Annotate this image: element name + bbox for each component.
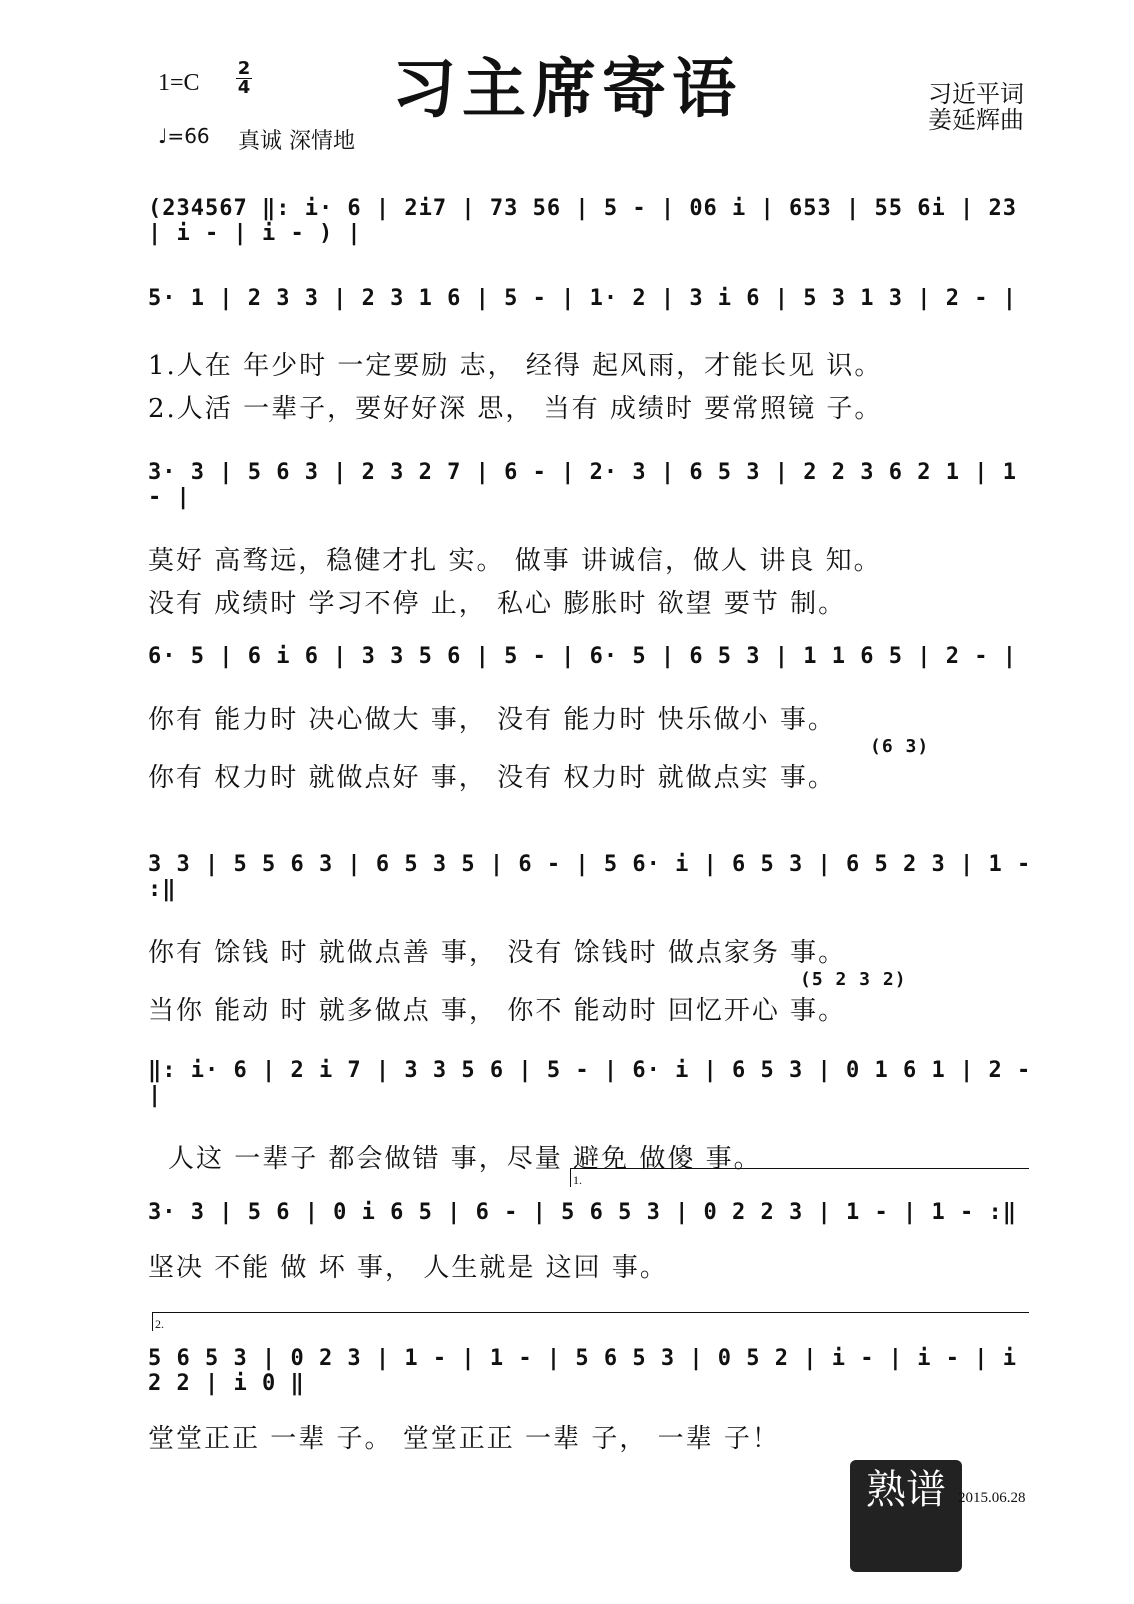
- lyricist-credit: 习近平词: [928, 80, 1024, 108]
- lyric-line: 堂堂正正 一辈 子。 堂堂正正 一辈 子， 一辈 子！: [148, 1424, 780, 1454]
- lyric-line: 1.人在 年少时 一定要励 志， 经得 起风雨，才能长见 识。: [148, 351, 883, 381]
- lyric-line: 莫好 高骛远，稳健才扎 实。 做事 讲诚信，做人 讲良 知。: [148, 546, 882, 576]
- score-line-2: [148, 286, 1036, 425]
- score-line-3: [148, 460, 1036, 620]
- tempo-mark: ♩=66: [158, 124, 210, 148]
- notation-line: (234567 ‖: i· 6 | 2i7 | 73 56 | 5 - | 06 i | 653 | 55 6i | 23 | i - | i - ) |: [148, 196, 1017, 246]
- notation-line: 3· 3 | 5 6 | 0 i 6 5 | 6 - | 5 6 5 3 | 0 2 2 3 | 1 - | 1 - :‖: [148, 1200, 1017, 1225]
- time-signature: [236, 60, 252, 97]
- composer-credit: 姜延辉曲: [928, 106, 1024, 134]
- lyric-line: 人这 一辈子 都会做错 事，尽量 避免 做傻 事。: [168, 1144, 762, 1174]
- alternate-notes: (5 2 3 2): [800, 969, 907, 990]
- score-line-4: [148, 644, 1036, 794]
- key-signature: 1=C: [158, 70, 200, 96]
- notation-line: 3· 3 | 5 6 3 | 2 3 2 7 | 6 - | 2· 3 | 6 5 3 | 2 2 3 6 2 1 | 1 - |: [148, 460, 1017, 510]
- score-line-8: [148, 1346, 1036, 1455]
- meter-top: 2: [237, 58, 251, 79]
- score-line-1: [148, 196, 1036, 246]
- date-label: 2015.06.28: [958, 1490, 1026, 1506]
- song-title: 习主席寄语: [392, 53, 742, 127]
- lyric-line: 当你 能动 时 就多做点 事， 你不 能动时 回忆开心 事。: [148, 996, 847, 1026]
- volta-bracket-1: 1.: [570, 1168, 1029, 1187]
- score-line-5: [148, 852, 1036, 1027]
- lyric-line: 2.人活 一辈子，要好好深 思， 当有 成绩时 要常照镜 子。: [148, 394, 883, 424]
- seal-text: 熟谱: [866, 1467, 946, 1513]
- volta-bracket-2: 2.: [152, 1312, 1029, 1331]
- notation-line: 5 6 5 3 | 0 2 3 | 1 - | 1 - | 5 6 5 3 | 0 5 2 | i - | i - | i 2 2 | i 0 ‖: [148, 1346, 1017, 1396]
- alternate-notes: (6 3): [870, 736, 930, 757]
- seal-stamp: [850, 1460, 962, 1572]
- score-line-7: [148, 1200, 1036, 1284]
- notation-line: 3 3 | 5 5 6 3 | 6 5 3 5 | 6 - | 5 6· i | 6 5 3 | 6 5 2 3 | 1 - :‖: [148, 852, 1032, 902]
- meter-bottom: 4: [237, 77, 251, 98]
- lyric-line: 你有 能力时 决心做大 事， 没有 能力时 快乐做小 事。: [148, 705, 836, 735]
- lyric-line: 你有 馀钱 时 就做点善 事， 没有 馀钱时 做点家务 事。: [148, 938, 847, 968]
- score-line-6: [148, 1058, 1036, 1175]
- notation-line: 6· 5 | 6 i 6 | 3 3 5 6 | 5 - | 6· 5 | 6 5 3 | 1 1 6 5 | 2 - |: [148, 644, 1017, 669]
- lyric-line: 你有 权力时 就做点好 事， 没有 权力时 就做点实 事。: [148, 763, 836, 793]
- notation-line: ‖: i· 6 | 2 i 7 | 3 3 5 6 | 5 - | 6· i | 6 5 3 | 0 1 6 1 | 2 - |: [148, 1058, 1032, 1108]
- lyric-line: 没有 成绩时 学习不停 止， 私心 膨胀时 欲望 要节 制。: [148, 589, 847, 619]
- lyric-line: 坚决 不能 做 坏 事， 人生就是 这回 事。: [148, 1253, 668, 1283]
- notation-line: 5· 1 | 2 3 3 | 2 3 1 6 | 5 - | 1· 2 | 3 i 6 | 5 3 1 3 | 2 - |: [148, 286, 1017, 311]
- expression-mark: 真诚 深情地: [238, 129, 355, 154]
